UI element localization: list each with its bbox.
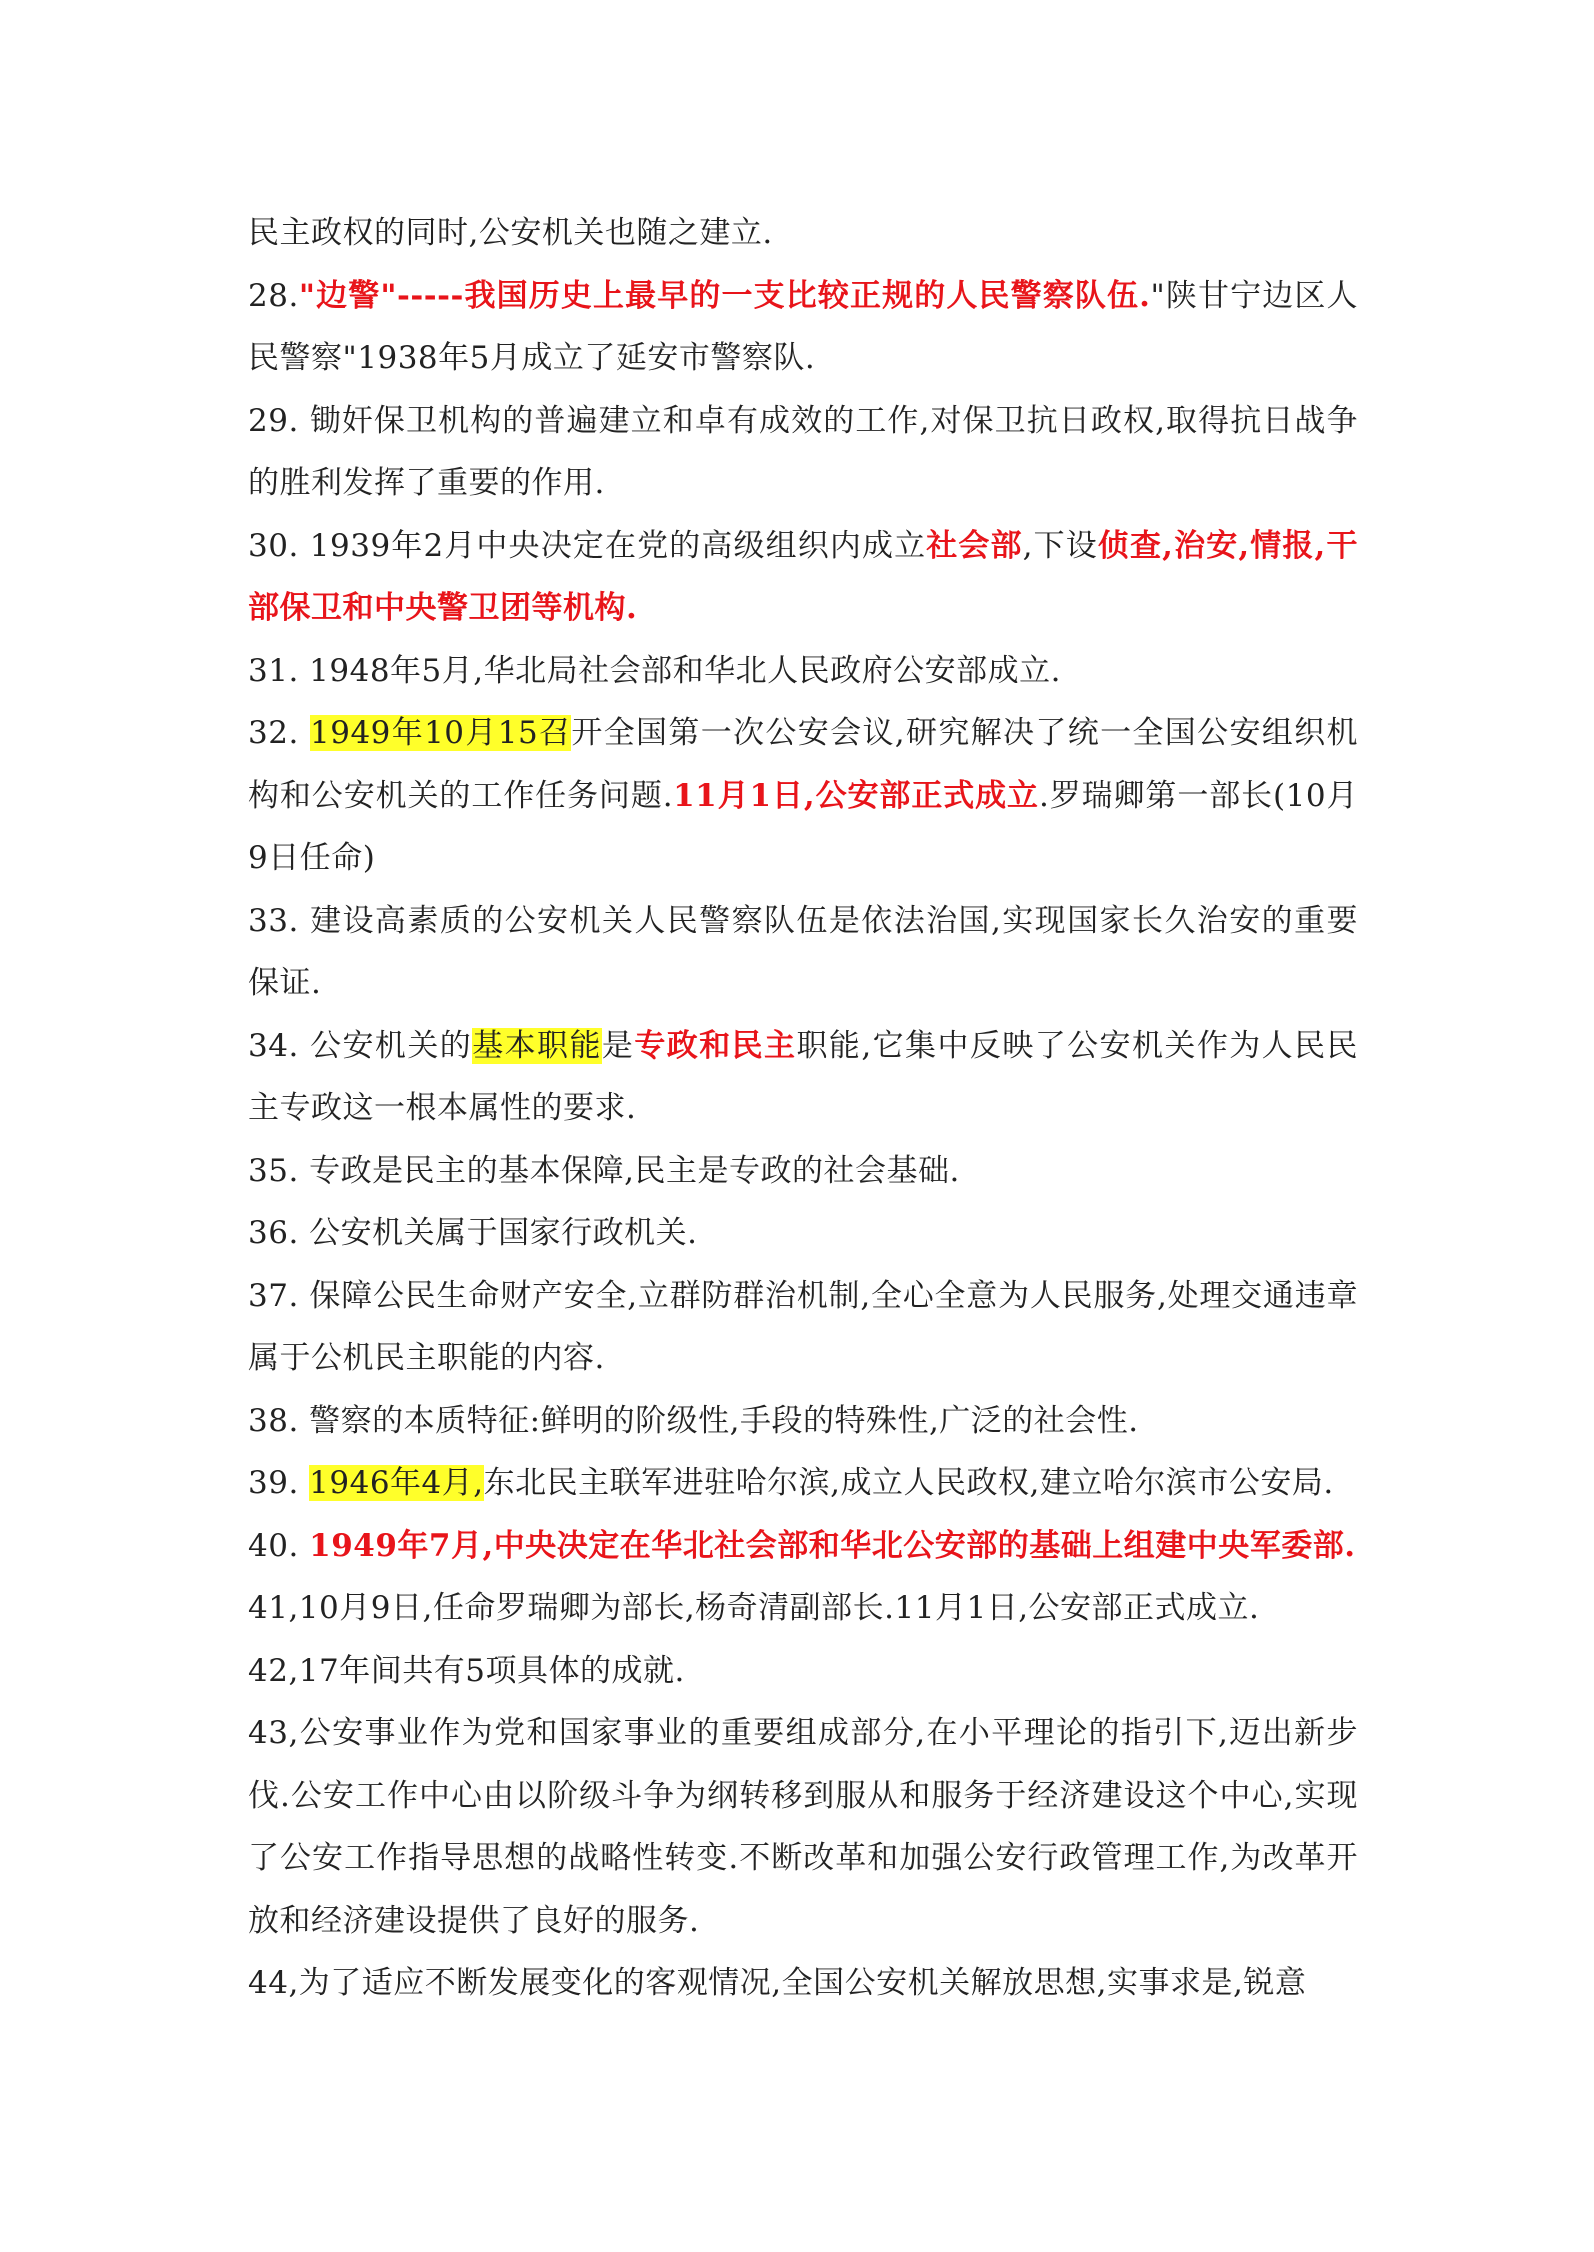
paragraph [248,640,1358,703]
paragraph [248,1640,1358,1703]
emphasized-text: 侦查,治安,情报,干部保卫和中央警卫团等机构. [248,527,1358,626]
text-run: 31. 1948年5月,华北局社会部和华北人民政府公安部成立. [248,652,1061,689]
paragraph [248,1015,1358,1140]
highlighted-text: 基本职能 [472,1027,602,1064]
highlighted-text: 1946年4月, [309,1465,484,1501]
text-run: 东北民主联军进驻哈尔滨,成立人民政权,建立哈尔滨市公安局. [483,1465,1334,1501]
paragraph [248,1702,1358,1952]
paragraph [248,1265,1358,1390]
text-run: .罗瑞卿第一部长(10月9日任命) [248,777,1358,876]
text-run: 32. [248,715,310,751]
text-run: 28. [248,277,299,314]
emphasized-text: 社会部 [926,527,1023,564]
text-run: 是 [601,1027,635,1064]
paragraph [248,1952,1358,2015]
text-run: 职能,它集中反映了公安机关作为人民民主专政这一根本属性的要求. [248,1027,1359,1126]
text-run: 开全国第一次公安会议,研究解决了统一全国公安组织机构和公安机关的工作任务问题. [248,715,1358,814]
emphasized-text: "边警"-----我国历史上最早的一支比较正规的人民警察队伍. [298,277,1151,314]
text-run: 37. 保障公民生命财产安全,立群防群治机制,全心全意为人民服务,处理交通违章属于公机民主职能的内容. [248,1277,1358,1376]
paragraph [248,1202,1358,1265]
paragraph [248,265,1358,390]
text-run: 38. 警察的本质特征:鲜明的阶级性,手段的特殊性,广泛的社会性. [248,1402,1139,1439]
text-run: 民主政权的同时,公安机关也随之建立. [248,215,773,251]
text-run: 43,公安事业作为党和国家事业的重要组成部分,在小平理论的指引下,迈出新步伐.公安工作中心由以阶级斗争为纲转移到服从和服务于经济建设这个中心,实现了公安工作指导思想的战略性转变.不断改革和加强公安行政管理工作,为改革开放和经济建设提供了良好的服务. [248,1715,1358,1939]
emphasized-text: 1949年7月,中央决定在华北社会部和华北公安部的基础上组建中央军委部. [309,1527,1356,1564]
text-run: "陕甘宁边区人民警察"1938年5月成立了延安市警察队. [248,277,1358,376]
paragraph [248,1390,1358,1453]
emphasized-text: 11月1日,公安部正式成立 [673,777,1039,814]
text-run: 41,10月9日,任命罗瑞卿为部长,杨奇清副部长.11月1日,公安部正式成立. [248,1590,1260,1626]
emphasized-text: 专政和民主 [634,1027,797,1064]
paragraph [248,1515,1358,1578]
paragraph [248,515,1358,640]
text-run: 29. 锄奸保卫机构的普遍建立和卓有成效的工作,对保卫抗日政权,取得抗日战争的胜利发挥了重要的作用. [248,402,1358,501]
paragraph [248,702,1358,890]
text-run: 39. [248,1465,310,1501]
paragraph [248,1452,1358,1515]
text-run: 34. 公安机关的 [248,1027,473,1064]
highlighted-text: 1949年10月15召 [310,715,572,751]
document-page [248,202,1358,2015]
text-run: 33. 建设高素质的公安机关人民警察队伍是依法治国,实现国家长久治安的重要保证. [248,902,1358,1001]
paragraph [248,1577,1358,1640]
paragraph [248,1140,1358,1203]
paragraph [248,890,1358,1015]
text-run: 44,为了适应不断发展变化的客观情况,全国公安机关解放思想,实事求是,锐意 [248,1965,1307,2001]
paragraph [248,202,1358,265]
text-run: 40. [248,1527,310,1564]
text-run: 35. 专政是民主的基本保障,民主是专政的社会基础. [248,1152,960,1189]
text-run: 36. 公安机关属于国家行政机关. [248,1215,698,1251]
text-run: ,下设 [1022,527,1098,564]
text-run: 30. 1939年2月中央决定在党的高级组织内成立 [248,527,927,564]
paragraph [248,390,1358,515]
text-run: 42,17年间共有5项具体的成就. [248,1652,685,1689]
